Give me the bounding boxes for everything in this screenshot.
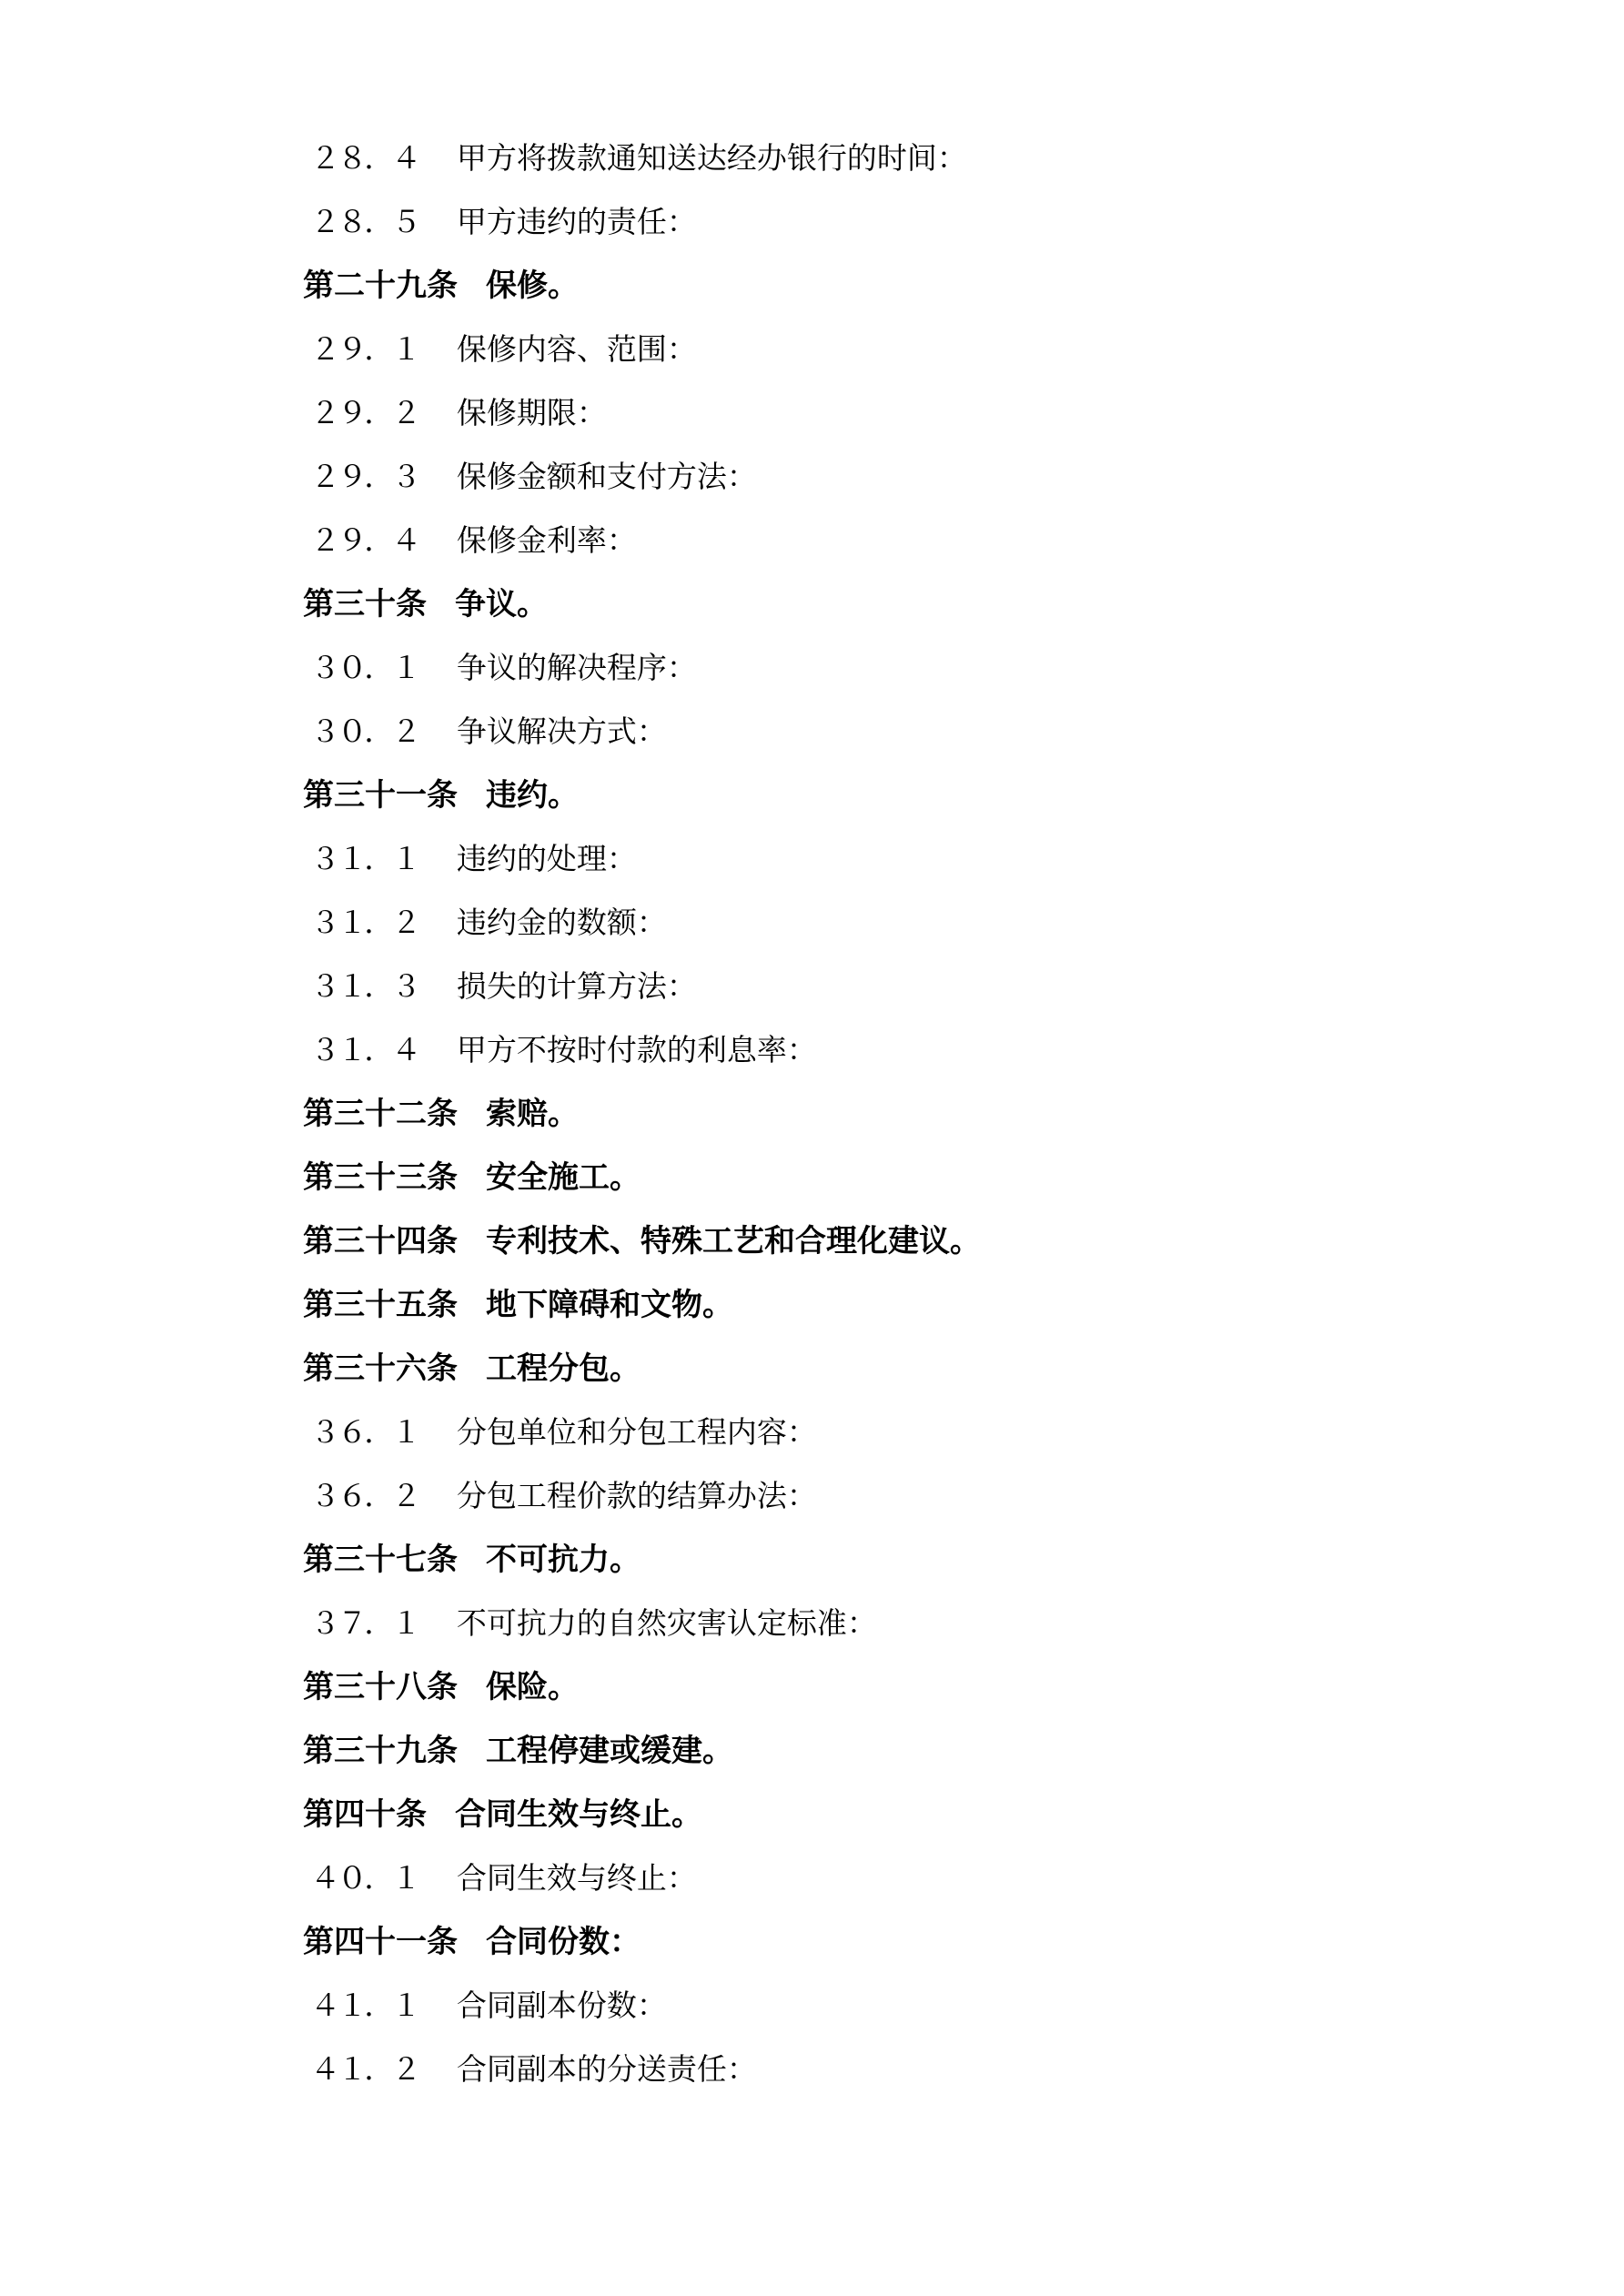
- clause-heading: [0, 1274, 1624, 1338]
- clause-number: ２８．５: [310, 206, 419, 239]
- clause-text: 索赔。: [486, 1097, 579, 1131]
- clause-text: 甲方违约的责任：: [456, 206, 697, 239]
- clause-number: ３１．１: [310, 843, 419, 876]
- clause-text: 工程分包。: [486, 1352, 641, 1386]
- clause-heading: [0, 255, 1624, 319]
- clause-number: ３６．１: [310, 1416, 419, 1450]
- clause-subitem: [0, 1019, 1624, 1083]
- clause-number: 第三十二条: [303, 1097, 458, 1131]
- clause-text: 安全施工。: [486, 1161, 641, 1195]
- clause-number: ３０．２: [310, 715, 419, 749]
- clause-number: 第三十三条: [303, 1161, 458, 1195]
- clause-text: 不可抗力的自然灾害认定标准：: [456, 1607, 877, 1641]
- clause-subitem: [0, 1593, 1624, 1656]
- clause-heading: [0, 1083, 1624, 1147]
- clause-heading: [0, 764, 1624, 828]
- clause-text: 地下障碍和文物。: [486, 1289, 733, 1322]
- clause-number: ３１．４: [310, 1034, 419, 1067]
- clause-subitem: [0, 1465, 1624, 1529]
- clause-text: 保修金利率：: [456, 524, 637, 558]
- clause-heading: [0, 1784, 1624, 1847]
- clause-subitem: [0, 1401, 1624, 1465]
- clause-number: ３０．１: [310, 652, 419, 685]
- clause-text: 甲方不按时付款的利息率：: [456, 1034, 817, 1067]
- clause-text: 工程停建或缓建。: [486, 1735, 733, 1768]
- clause-subitem: [0, 127, 1624, 191]
- clause-number: 第三十一条: [303, 779, 458, 813]
- clause-text: 保修金额和支付方法：: [456, 460, 757, 494]
- clause-number: ２９．１: [310, 333, 419, 367]
- clause-number: ３１．２: [310, 906, 419, 940]
- clause-text: 违约金的数额：: [456, 906, 667, 940]
- clause-heading: [0, 1338, 1624, 1401]
- clause-number: 第三十七条: [303, 1543, 458, 1577]
- clause-subitem: [0, 956, 1624, 1019]
- clause-subitem: [0, 828, 1624, 892]
- clause-number: 第三十四条: [303, 1225, 458, 1259]
- clause-text: 分包工程价款的结算办法：: [456, 1480, 817, 1513]
- clause-subitem: [0, 637, 1624, 701]
- clause-text: 合同副本份数：: [456, 1989, 667, 2023]
- clause-subitem: [0, 510, 1624, 573]
- clause-subitem: [0, 701, 1624, 764]
- clause-number: 第三十五条: [303, 1289, 458, 1322]
- clause-text: 合同生效与终止：: [456, 1862, 697, 1896]
- clause-text: 合同副本的分送责任：: [456, 2053, 757, 2087]
- clause-text: 损失的计算方法：: [456, 970, 697, 1004]
- clause-number: 第三十六条: [303, 1352, 458, 1386]
- clause-subitem: [0, 1847, 1624, 1911]
- clause-number: 第二十九条: [303, 269, 458, 303]
- clause-heading: [0, 1911, 1624, 1975]
- clause-subitem: [0, 319, 1624, 382]
- clause-text: 保修内容、范围：: [456, 333, 697, 367]
- clause-text: 争议的解决程序：: [456, 652, 697, 685]
- clause-text: 合同生效与终止。: [455, 1798, 702, 1832]
- clause-text: 甲方将拨款通知送达经办银行的时间：: [456, 142, 967, 176]
- clause-text: 不可抗力。: [486, 1543, 641, 1577]
- clause-subitem: [0, 382, 1624, 446]
- clause-text: 合同份数：: [486, 1926, 641, 1959]
- clause-number: ２９．３: [310, 460, 419, 494]
- clause-number: ４０．１: [310, 1862, 419, 1896]
- clause-text: 专利技术、特殊工艺和合理化建议。: [486, 1225, 981, 1259]
- clause-subitem: [0, 2038, 1624, 2102]
- clause-text: 违约。: [486, 779, 579, 813]
- clause-number: 第三十九条: [303, 1735, 458, 1768]
- clause-heading: [0, 1147, 1624, 1210]
- clause-subitem: [0, 892, 1624, 956]
- clause-number: ４１．２: [310, 2053, 419, 2087]
- clause-text: 违约的处理：: [456, 843, 637, 876]
- clause-text: 争议。: [455, 588, 548, 622]
- clause-number: 第四十条: [303, 1798, 427, 1832]
- clause-number: ４１．１: [310, 1989, 419, 2023]
- clause-number: 第四十一条: [303, 1926, 458, 1959]
- clause-number: ２８．４: [310, 142, 419, 176]
- clause-text: 分包单位和分包工程内容：: [456, 1416, 817, 1450]
- clause-number: 第三十条: [303, 588, 427, 622]
- clause-number: ３１．３: [310, 970, 419, 1004]
- clause-text: 保修。: [486, 269, 579, 303]
- clause-heading: [0, 1210, 1624, 1274]
- clause-subitem: [0, 446, 1624, 510]
- clause-number: ２９．４: [310, 524, 419, 558]
- clause-heading: [0, 1529, 1624, 1593]
- clause-text: 争议解决方式：: [456, 715, 667, 749]
- clause-text: 保修期限：: [456, 397, 607, 430]
- clause-subitem: [0, 191, 1624, 255]
- clause-subitem: [0, 1975, 1624, 2038]
- clause-number: ３７．１: [310, 1607, 419, 1641]
- clause-heading: [0, 1656, 1624, 1720]
- clause-number: ２９．２: [310, 397, 419, 430]
- document-body: [0, 127, 1624, 2102]
- clause-heading: [0, 573, 1624, 637]
- clause-number: 第三十八条: [303, 1671, 458, 1704]
- clause-number: ３６．２: [310, 1480, 419, 1513]
- clause-text: 保险。: [486, 1671, 579, 1704]
- clause-heading: [0, 1720, 1624, 1784]
